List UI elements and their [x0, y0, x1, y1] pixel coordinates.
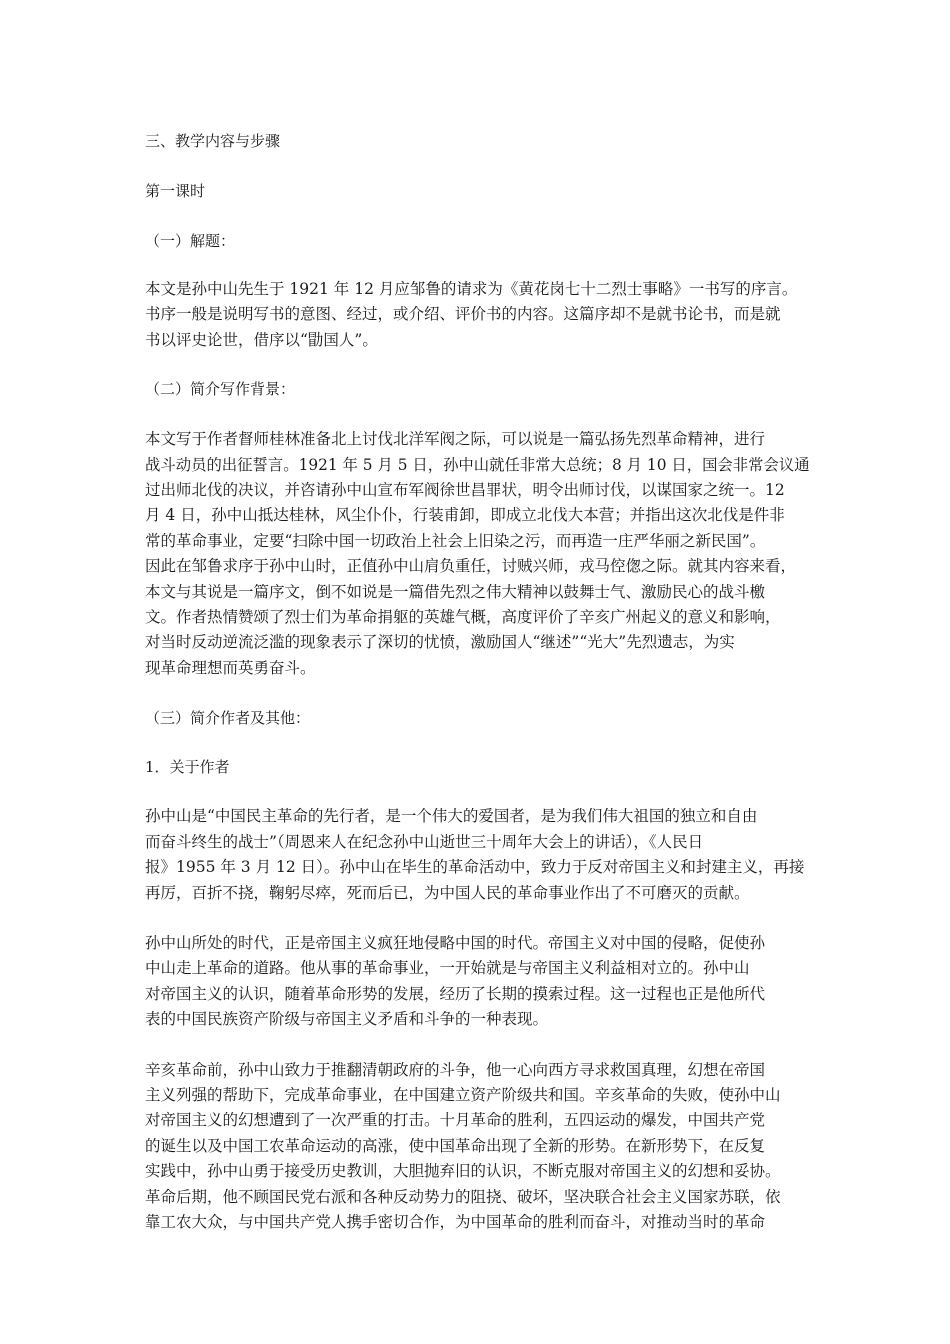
paragraph-line: 的诞生以及中国工农革命运动的高涨，使中国革命出现了全新的形势。在新形势下，在反复: [145, 1136, 766, 1155]
paragraph-line: 战斗动员的出征誓言。1921 年 5 月 5 日，孙中山就任非常大总统；8 月 10 日，国会非常会议通: [145, 455, 810, 474]
paragraph-line: 革命后期，他不顾国民党右派和各种反动势力的阻挠、破坏，坚决联合社会主义国家苏联，依: [145, 1187, 781, 1206]
paragraph-line: 过出师北伐的决议，并咨请孙中山宣布军阀徐世昌罪状，明令出师讨伐，以谋国家之统一。12: [145, 481, 785, 500]
paragraph-line: 主义列强的帮助下，完成革命事业，在中国建立资产阶级共和国。辛亥革命的失败，使孙中山: [145, 1085, 781, 1104]
paragraph-line: 书序一般是说明写书的意图、经过，或介绍、评价书的内容。这篇序却不是就书论书，而是就: [145, 305, 781, 324]
subsection-heading-3: （三）简介作者及其他：: [145, 709, 311, 728]
paragraph-line: 表的中国民族资产阶级与帝国主义矛盾和斗争的一种表现。: [145, 1010, 549, 1029]
section-title: 三、教学内容与步骤: [145, 132, 281, 150]
paragraph-line: 本文写于作者督师桂林准备北上讨伐北洋军阀之际，可以说是一篇弘扬先烈革命精神，进行: [145, 430, 766, 449]
paragraph-line: 辛亥革命前，孙中山致力于推翻清朝政府的斗争，他一心向西方寻求救国真理，幻想在帝国: [145, 1060, 766, 1079]
paragraph-line: 文。作者热情赞颂了烈士们为革命捐躯的英雄气概，高度评价了辛亥广州起义的意义和影响，: [145, 608, 781, 627]
subsection-heading-2: （二）简介写作背景：: [145, 380, 296, 399]
lesson-title: 第一课时: [145, 182, 206, 200]
paragraph-line: 报》1955 年 3 月 12 日）。孙中山在毕生的革命活动中，致力于反对帝国主义和封建主义，再接: [145, 858, 805, 877]
paragraph-line: 孙中山所处的时代，正是帝国主义疯狂地侵略中国的时代。帝国主义对中国的侵略，促使孙: [145, 933, 766, 952]
subsection-heading-1: （一）解题：: [145, 232, 236, 250]
paragraph-line: 再厉，百折不挠，鞠躬尽瘁，死而后已，为中国人民的革命事业作出了不可磨灭的贡献。: [145, 883, 750, 902]
document-page: [145, 125, 810, 1235]
paragraph-line: 常的革命事业，定要“扫除中国一切政治上社会上旧染之污，而再造一庄严华丽之新民国”。: [145, 531, 766, 550]
paragraph-line: 现革命理想而英勇奋斗。: [145, 658, 316, 677]
paragraph-line: 月 4 日，孙中山抵达桂林，风尘仆仆，行装甫卸，即成立北伐大本营；并指出这次北伐是件非: [145, 506, 785, 525]
paragraph-line: 实践中，孙中山勇于接受历史教训，大胆抛弃旧的认识，不断克服对帝国主义的幻想和妥协。: [145, 1162, 781, 1181]
paragraph-line: 因此在邹鲁求序于孙中山时，正值孙中山肩负重任，讨贼兴师，戎马倥偬之际。就其内容来看，: [145, 557, 797, 576]
paragraph-line: 靠工农大众，与中国共产党人携手密切合作，为中国革命的胜利而奋斗，对推动当时的革命: [145, 1212, 766, 1231]
paragraph-author-2: [145, 931, 810, 1033]
paragraph-line: 而奋斗终生的战士”（周恩来人在纪念孙中山逝世三十周年大会上的讲话），《人民日: [145, 832, 704, 851]
paragraph-line: 书以评史论世，借序以“勖国人”。: [145, 330, 378, 349]
paragraph-line: 中山走上革命的道路。他从事的革命事业，一开始就是与帝国主义利益相对立的。孙中山: [145, 959, 750, 978]
paragraph-background: [145, 427, 810, 681]
paragraph-line: 对当时反动逆流泛滥的现象表示了深切的忧愤，激励国人“继述”“光大”先烈遗志，为实: [145, 633, 735, 652]
paragraph-line: 孙中山是“中国民主革命的先行者，是一个伟大的爱国者，是为我们伟大祖国的独立和自由: [145, 807, 758, 826]
paragraph-line: 本文与其说是一篇序文，倒不如说是一篇借先烈之伟大精神以鼓舞士气、激励民心的战斗檄: [145, 582, 766, 601]
paragraph-line: 对帝国主义的认识，随着革命形势的发展，经历了长期的摸索过程。这一过程也正是他所代: [145, 984, 766, 1003]
item-heading-about-author: 1．关于作者: [145, 758, 230, 777]
paragraph-explanation: [145, 277, 810, 353]
paragraph-line: 对帝国主义的幻想遭到了一次严重的打击。十月革命的胜利，五四运动的爆发，中国共产党: [145, 1111, 766, 1130]
paragraph-author-1: [145, 804, 810, 906]
paragraph-author-3: [145, 1058, 810, 1236]
paragraph-line: 本文是孙中山先生于 1921 年 12 月应邹鲁的请求为《黄花岗七十二烈士事略》一书写的序言。: [145, 280, 798, 298]
